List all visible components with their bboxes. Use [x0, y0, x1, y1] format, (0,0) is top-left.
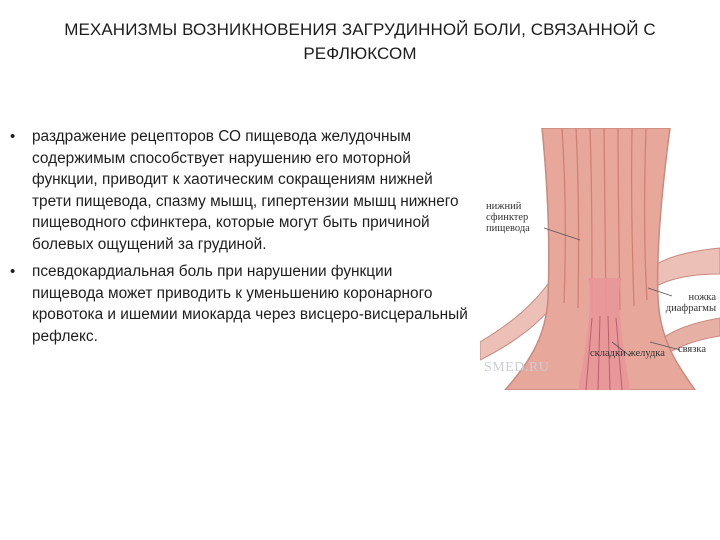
slide-title: МЕХАНИЗМЫ ВОЗНИКНОВЕНИЯ ЗАГРУДИННОЙ БОЛИ, СВЯЗАННОЙ С РЕФЛЮКСОМ [64, 20, 656, 63]
bullet-text: раздражение рецепторов СО пищевода желудочным содержимым способствует нарушению его моторной функции, приводит к хаотическим сокращениям нижней трети пищевода, спазму мышц, гипертензии мышц нижнего пищеводного сфинктера, которые могут быть причиной болевых ощущений за грудиной. [32, 128, 459, 253]
label-diaphragm-crus: ножка диафрагмы [665, 292, 716, 314]
bullet-item [8, 126, 468, 255]
esophagus-illustration [480, 128, 720, 390]
bullet-text: псевдокардиальная боль при нарушении функции пищевода может приводить к уменьшению коронарного кровотока и ишемии миокарда через висцеро-висцеральный рефлекс. [32, 263, 468, 345]
bullet-item [8, 261, 468, 347]
bullet-marker: • [10, 128, 16, 145]
watermark: SMED.RU [484, 360, 550, 375]
label-ligament: связка [677, 344, 706, 355]
bullet-list [8, 126, 468, 347]
label-stomach-folds: складки желудка [590, 348, 665, 359]
label-lower-sphincter: нижний сфинктер пищевода [486, 201, 530, 234]
bullet-marker: • [10, 263, 16, 280]
